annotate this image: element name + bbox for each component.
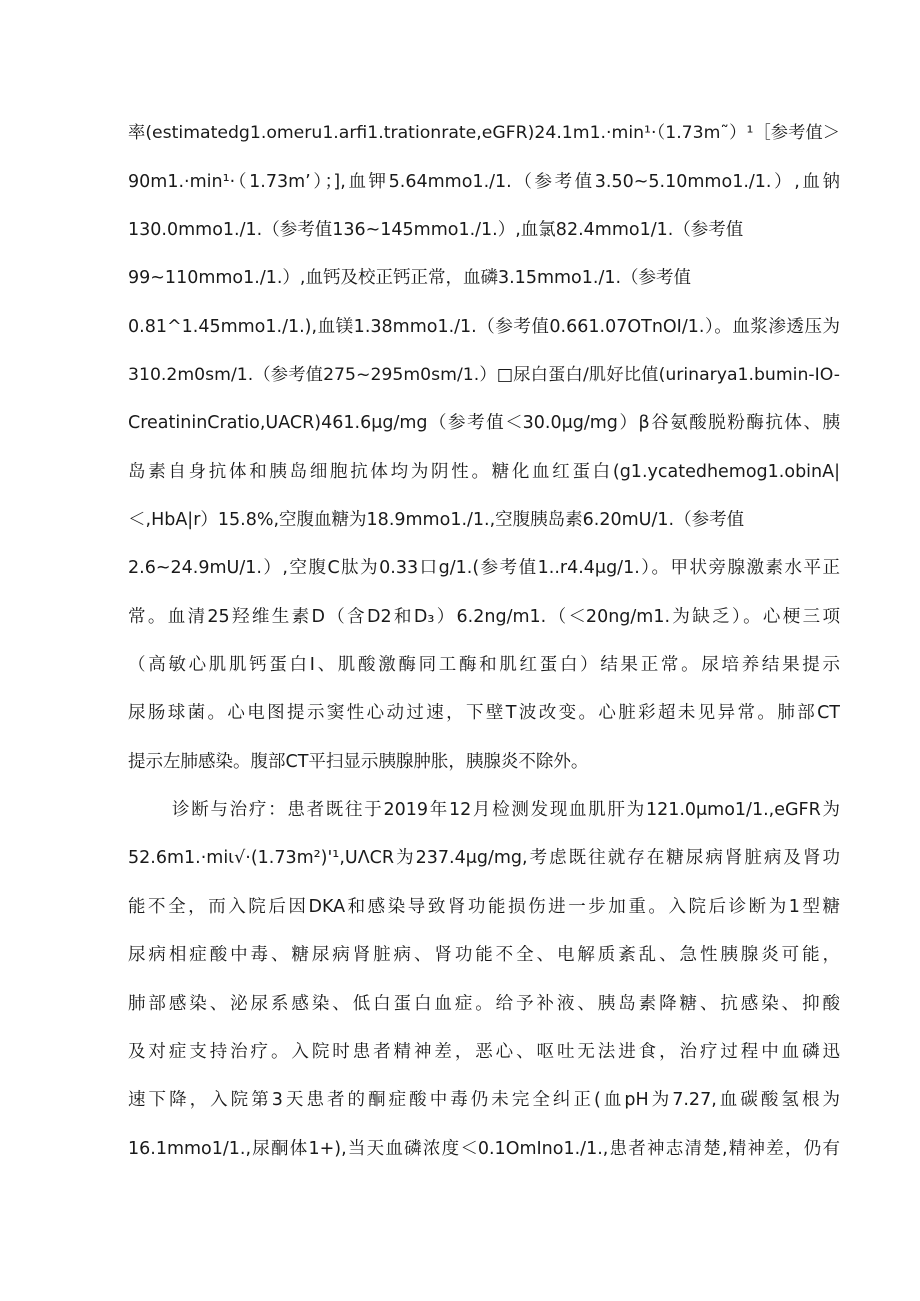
text-line: 及对症支持治疗。入院时患者精神差，恶心、呕吐无法进食，治疗过程中血磷迅 (128, 1042, 840, 1062)
text-line: CreatininCratio,UACR)461.6μg/mg（参考值＜30.0μg/mg）β谷氨酸脱粉酶抗体、胰 (128, 413, 840, 433)
text-line: 诊断与治疗：患者既往于2019年12月检测发现血肌肝为121.0μmo1/1.,eGFR为 (172, 800, 840, 820)
text-line: 16.1mmo1/1.,尿酮体1+),当天血磷浓度＜0.1OmIno1./1.,患者神志清楚,精神差，仍有 (128, 1139, 840, 1159)
text-line: 岛素自身抗体和胰岛细胞抗体均为阴性。糖化血红蛋白(g1.ycatedhemog1.obinA| (128, 462, 840, 482)
text-line: 90m1.·min¹·（1.73m’）；],血钾5.64mmo1./1.（参考值3.50~5.10mmo1./1.）,血钠 (128, 172, 840, 192)
text-line: （高敏心肌肌钙蛋白I、肌酸激酶同工酶和肌红蛋白）结果正常。尿培养结果提示 (128, 655, 840, 675)
text-line: 率(estimatedg1.omeru1.arfi1.trationrate,eGFR)24.1m1.·min¹·（1.73m˜）¹［参考值＞ (128, 123, 840, 143)
text-line: 能不全，而入院后因DKA和感染导致肾功能损伤进一步加重。入院后诊断为1型糖 (128, 897, 840, 917)
text-line: 常。血清25羟维生素D（含D2和D₃）6.2ng/m1.（＜20ng/m1.为缺乏）。心梗三项 (128, 607, 840, 627)
text-line: 2.6~24.9mU/1.）,空腹C肽为0.33口g/1.(参考值1..r4.4μg/1.）。甲状旁腺激素水平正 (128, 558, 840, 578)
text-line: ＜,HbA|r）15.8%,空腹血糖为18.9mmo1./1.,空腹胰岛素6.20mU/1.（参考值 (128, 510, 745, 530)
text-line: 速下降，入院第3天患者的酮症酸中毒仍未完全纠正(血pH为7.27,血碳酸氢根为 (128, 1090, 840, 1110)
text-line: 52.6m1.·miι√·(1.73m²)'¹,UΛCR为237.4μg/mg,考虑既往就存在糖尿病肾脏病及肾功 (128, 848, 840, 868)
text-line: 尿病相症酸中毒、糖尿病肾脏病、肾功能不全、电解质紊乱、急性胰腺炎可能， (128, 945, 840, 965)
text-line: 提示左肺感染。腹部CT平扫显示胰腺肿胀，胰腺炎不除外。 (128, 752, 589, 772)
text-line: 尿肠球菌。心电图提示窦性心动过速，下壁T波改变。心脏彩超未见异常。肺部CT (128, 703, 840, 723)
text-line: 0.81^1.45mmo1./1.),血镁1.38mmo1./1.（参考值0.661.07OTnOI/1.）。血浆渗透压为 (128, 317, 840, 337)
text-line: 肺部感染、泌尿系感染、低白蛋白血症。给予补液、胰岛素降糖、抗感染、抑酸 (128, 994, 840, 1014)
text-line: 99~110mmo1./1.）,血钙及校正钙正常，血磷3.15mmo1./1.（参考值 (128, 268, 692, 288)
text-line: 310.2m0sm/1.（参考值275~295m0sm/1.）□尿白蛋白/肌好比值(urinarya1.bumin-IO- (128, 365, 840, 385)
text-line: 130.0mmo1./1.（参考值136~145mmo1./1.）,血氯82.4mmo1/1.（参考值 (128, 220, 744, 240)
